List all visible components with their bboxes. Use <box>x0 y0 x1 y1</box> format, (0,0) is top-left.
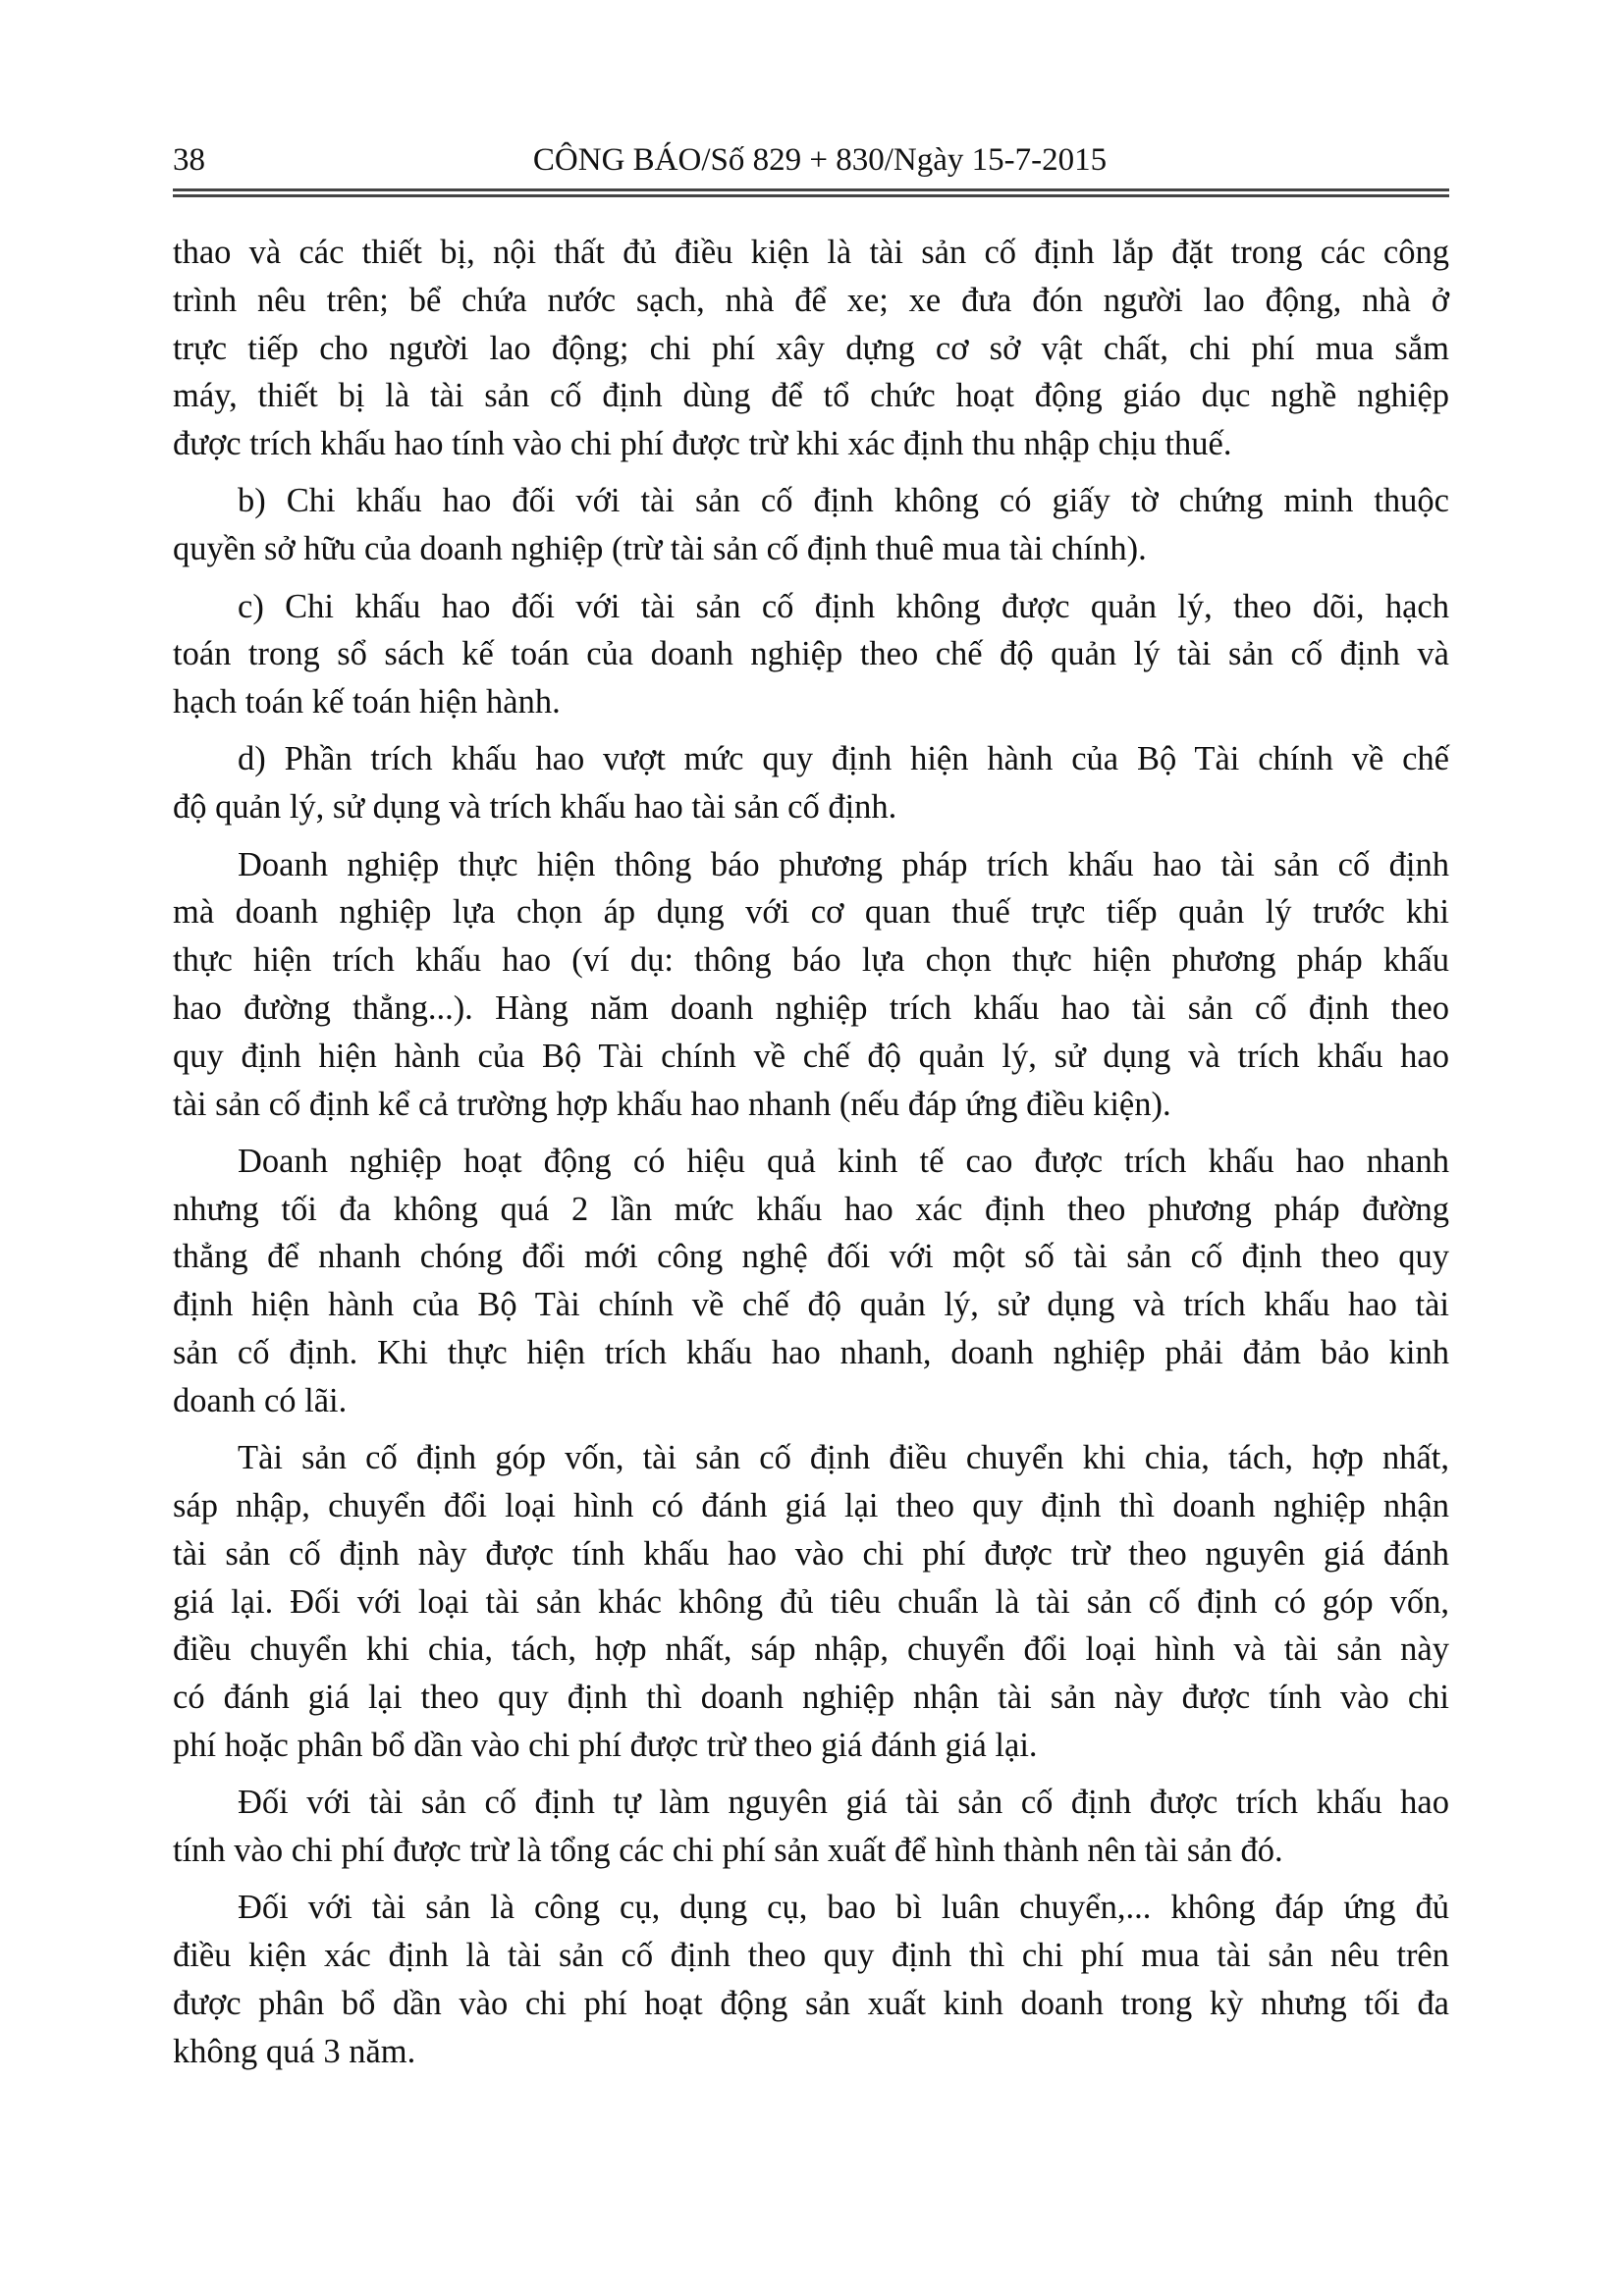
text-line: toán trong sổ sách kế toán của doanh nghiệp theo chế độ quản lý tài sản cố định và <box>173 635 1449 673</box>
text-line: Đối với tài sản cố định tự làm nguyên giá tài sản cố định được trích khấu hao <box>238 1784 1449 1822</box>
text-line: c) Chi khấu hao đối với tài sản cố định không được quản lý, theo dõi, hạch <box>238 587 1449 625</box>
text-line: d) Phần trích khấu hao vượt mức quy định hiện hành của Bộ Tài chính về chế <box>238 740 1449 778</box>
text-line: Doanh nghiệp hoạt động có hiệu quả kinh tế cao được trích khấu hao nhanh <box>238 1142 1449 1180</box>
text-line: doanh có lãi. <box>173 1381 348 1419</box>
text-line: không quá 3 năm. <box>173 2032 416 2070</box>
text-line: Tài sản cố định góp vốn, tài sản cố định điều chuyển khi chia, tách, hợp nhất, <box>238 1439 1449 1477</box>
running-title: CÔNG BÁO/Số 829 + 830/Ngày 15-7-2015 <box>532 142 1108 178</box>
text-line: tài sản cố định này được tính khấu hao vào chi phí được trừ theo nguyên giá đánh <box>173 1534 1449 1573</box>
text-line: điều chuyển khi chia, tách, hợp nhất, sáp nhập, chuyển đổi loại hình và tài sản này <box>173 1630 1449 1669</box>
paragraph <box>173 1779 1449 1875</box>
paragraph <box>173 583 1449 726</box>
text-line: phí hoặc phân bổ dần vào chi phí được trừ theo giá đánh giá lại. <box>173 1726 1038 1764</box>
text-line: hao đường thẳng...). Hàng năm doanh nghiệp trích khấu hao tài sản cố định theo <box>173 988 1449 1027</box>
document-body <box>173 229 1449 2085</box>
paragraph <box>173 841 1449 1129</box>
text-line: nhưng tối đa không quá 2 lần mức khấu hao xác định theo phương pháp đường <box>173 1190 1449 1228</box>
page-header <box>173 136 1449 184</box>
text-line: sản cố định. Khi thực hiện trích khấu hao nhanh, doanh nghiệp phải đảm bảo kinh <box>173 1334 1449 1372</box>
text-line: được phân bổ dần vào chi phí hoạt động sản xuất kinh doanh trong kỳ nhưng tối đa <box>173 1984 1449 2022</box>
text-line: thẳng để nhanh chóng đổi mới công nghệ đối với một số tài sản cố định theo quy <box>173 1238 1449 1276</box>
paragraph <box>173 1434 1449 1770</box>
paragraph <box>173 735 1449 831</box>
header-rule-bottom <box>173 194 1449 197</box>
text-line: tính vào chi phí được trừ là tổng các chi phí sản xuất để hình thành nên tài sản đó. <box>173 1832 1283 1869</box>
text-line: tài sản cố định kể cả trường hợp khấu hao nhanh (nếu đáp ứng điều kiện). <box>173 1085 1171 1123</box>
text-line: Doanh nghiệp thực hiện thông báo phương pháp trích khấu hao tài sản cố định <box>238 845 1449 883</box>
text-line: được trích khấu hao tính vào chi phí được trừ khi xác định thu nhập chịu thuế. <box>173 425 1232 463</box>
text-line: giá lại. Đối với loại tài sản khác không đủ tiêu chuẩn là tài sản cố định có góp vốn, <box>173 1582 1449 1621</box>
paragraph <box>173 477 1449 573</box>
paragraph <box>173 229 1449 468</box>
text-line: độ quản lý, sử dụng và trích khấu hao tài sản cố định. <box>173 788 897 827</box>
text-line: thực hiện trích khấu hao (ví dụ: thông báo lựa chọn thực hiện phương pháp khấu <box>173 941 1449 980</box>
page-number: 38 <box>173 142 205 178</box>
text-line: trình nêu trên; bể chứa nước sạch, nhà để xe; xe đưa đón người lao động, nhà ở <box>173 281 1449 319</box>
text-line: máy, thiết bị là tài sản cố định dùng để tổ chức hoạt động giáo dục nghề nghiệp <box>173 377 1449 415</box>
text-line: mà doanh nghiệp lựa chọn áp dụng với cơ quan thuế trực tiếp quản lý trước khi <box>173 893 1449 932</box>
text-line: sáp nhập, chuyển đổi loại hình có đánh giá lại theo quy định thì doanh nghiệp nhận <box>173 1486 1449 1524</box>
text-line: có đánh giá lại theo quy định thì doanh nghiệp nhận tài sản này được tính vào chi <box>173 1679 1449 1717</box>
text-line: định hiện hành của Bộ Tài chính về chế độ quản lý, sử dụng và trích khấu hao tài <box>173 1286 1449 1324</box>
text-line: quy định hiện hành của Bộ Tài chính về chế độ quản lý, sử dụng và trích khấu hao <box>173 1037 1449 1075</box>
paragraph <box>173 1138 1449 1425</box>
text-line: b) Chi khấu hao đối với tài sản cố định không có giấy tờ chứng minh thuộc <box>238 482 1449 520</box>
paragraph <box>173 1884 1449 2075</box>
text-line: Đối với tài sản là công cụ, dụng cụ, bao bì luân chuyển,... không đáp ứng đủ <box>238 1889 1449 1927</box>
header-rule-top <box>173 188 1449 191</box>
text-line: điều kiện xác định là tài sản cố định theo quy định thì chi phí mua tài sản nêu trên <box>173 1937 1449 1975</box>
text-line: thao và các thiết bị, nội thất đủ điều kiện là tài sản cố định lắp đặt trong các công <box>173 234 1449 271</box>
text-line: trực tiếp cho người lao động; chi phí xây dựng cơ sở vật chất, chi phí mua sắm <box>173 329 1449 367</box>
text-line: quyền sở hữu của doanh nghiệp (trừ tài sản cố định thuê mua tài chính). <box>173 530 1147 568</box>
text-line: hạch toán kế toán hiện hành. <box>173 683 561 721</box>
